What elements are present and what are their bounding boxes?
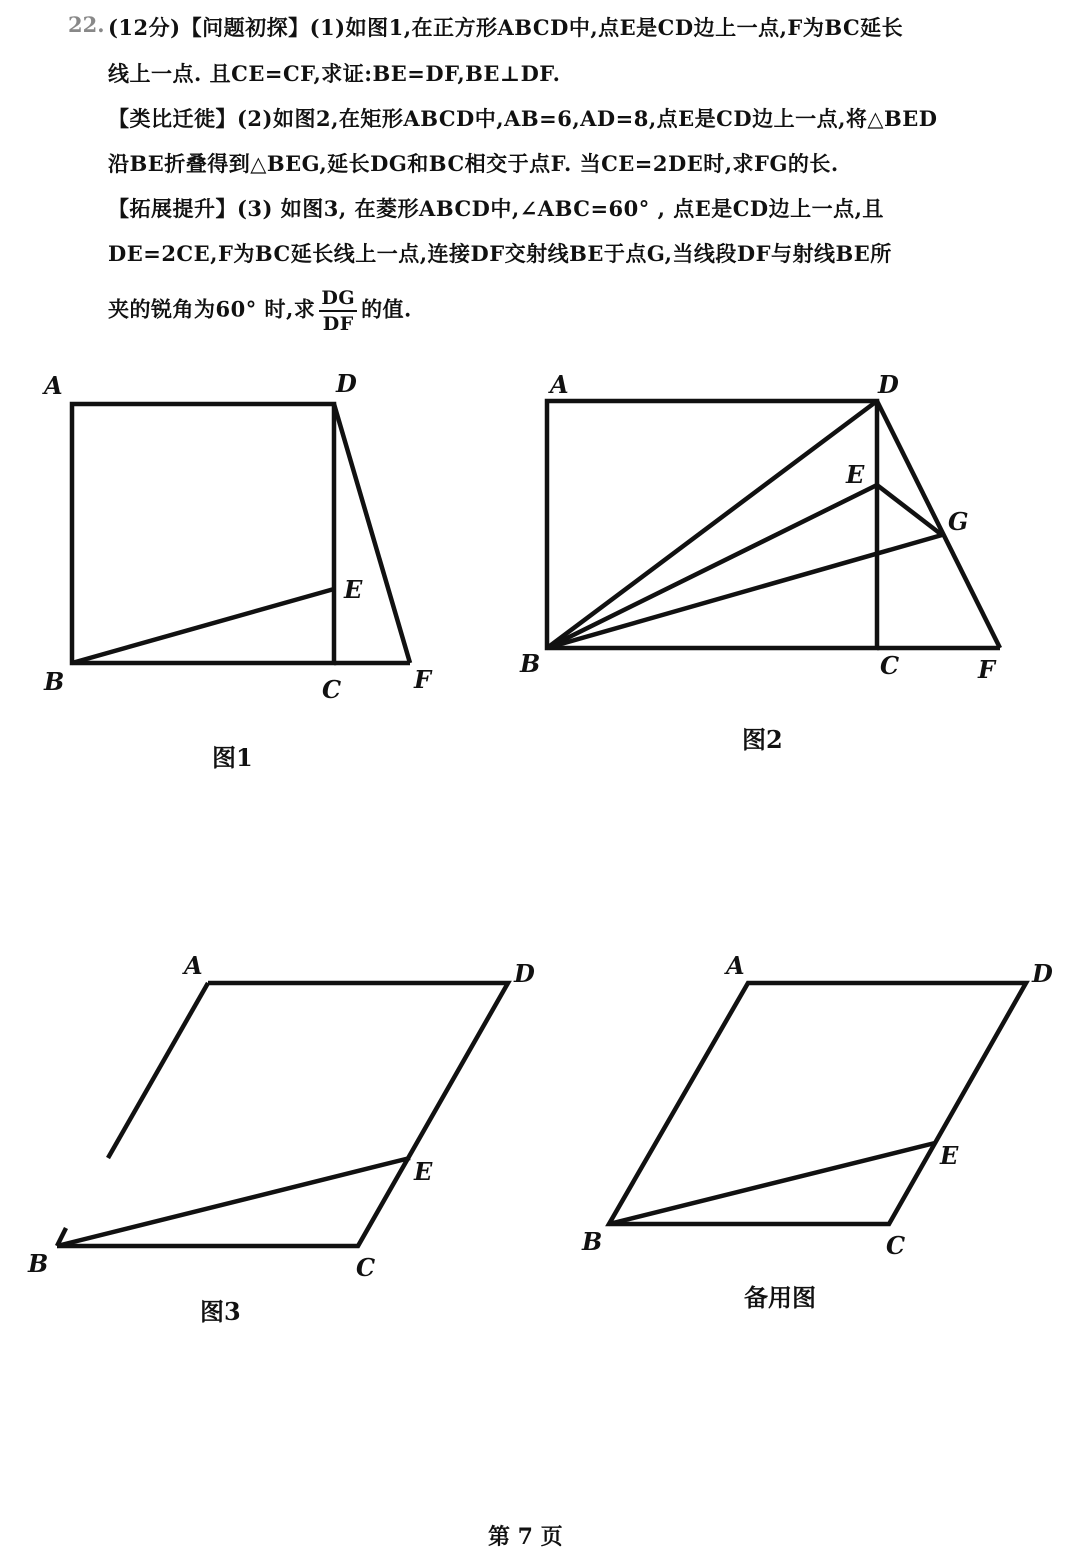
- question-line-6: DE=2CE,F为BC延长线上一点,连接DF交射线BE于点G,当线段DF与射线BE所: [108, 241, 892, 266]
- fig3-label-d: D: [514, 959, 535, 988]
- fig2-label-f: F: [978, 655, 996, 684]
- fig2-label-b: B: [520, 649, 541, 678]
- fraction-denominator: DF: [322, 313, 354, 335]
- fig3-label-e: E: [414, 1157, 433, 1186]
- question-line-4: 沿BE折叠得到△BEG,延长DG和BC相交于点F. 当CE=2DE时,求FG的长.: [108, 151, 839, 176]
- spare-rhombus: [609, 983, 1026, 1224]
- question-number: 22.: [68, 12, 105, 37]
- figure-3-caption: 图3: [200, 1297, 241, 1326]
- fig2-label-e: E: [846, 460, 865, 489]
- fig3-label-b: B: [28, 1249, 49, 1278]
- fig2-label-g: G: [948, 507, 969, 536]
- fig2-label-a: A: [550, 370, 569, 399]
- question-line-1: (12分)【问题初探】(1)如图1,在正方形ABCD中,点E是CD边上一点,F为BC延长: [108, 15, 904, 40]
- figure-2-caption: 图2: [742, 725, 783, 754]
- spare-label-a: A: [726, 951, 745, 980]
- question-line-7-suffix: 的值.: [361, 296, 412, 322]
- question-line-5: 【拓展提升】(3) 如图3, 在菱形ABCD中,∠ABC=60° , 点E是CD边上一点,且: [108, 196, 884, 221]
- fig1-label-e: E: [344, 575, 363, 604]
- spare-label-b: B: [582, 1227, 603, 1256]
- fig3-label-a: A: [184, 951, 203, 980]
- question-line-7-prefix: 夹的锐角为60° 时,求: [108, 296, 316, 322]
- fig1-label-b: B: [44, 667, 65, 696]
- page-number: 第 7 页: [488, 1524, 563, 1550]
- fig1-label-c: C: [322, 675, 342, 704]
- fig1-label-a: A: [44, 371, 63, 400]
- spare-label-d: D: [1032, 959, 1053, 988]
- figure-spare-caption: 备用图: [744, 1283, 816, 1312]
- fig1-label-d: D: [336, 369, 357, 398]
- spare-segment-be: [609, 1143, 935, 1224]
- figure-1-caption: 图1: [212, 743, 253, 772]
- question-line-3: 【类比迁徙】(2)如图2,在矩形ABCD中,AB=6,AD=8,点E是CD边上一点,将△BED: [108, 106, 938, 131]
- fig3-label-c: C: [356, 1253, 376, 1282]
- fig1-label-f: F: [414, 665, 432, 694]
- fraction-numerator: DG: [319, 286, 357, 312]
- fig2-label-c: C: [880, 651, 900, 680]
- fig2-label-d: D: [878, 370, 899, 399]
- question-line-2: 线上一点. 且CE=CF,求证:BE=DF,BE⊥DF.: [108, 61, 561, 86]
- spare-label-c: C: [886, 1231, 906, 1260]
- spare-label-e: E: [940, 1141, 959, 1170]
